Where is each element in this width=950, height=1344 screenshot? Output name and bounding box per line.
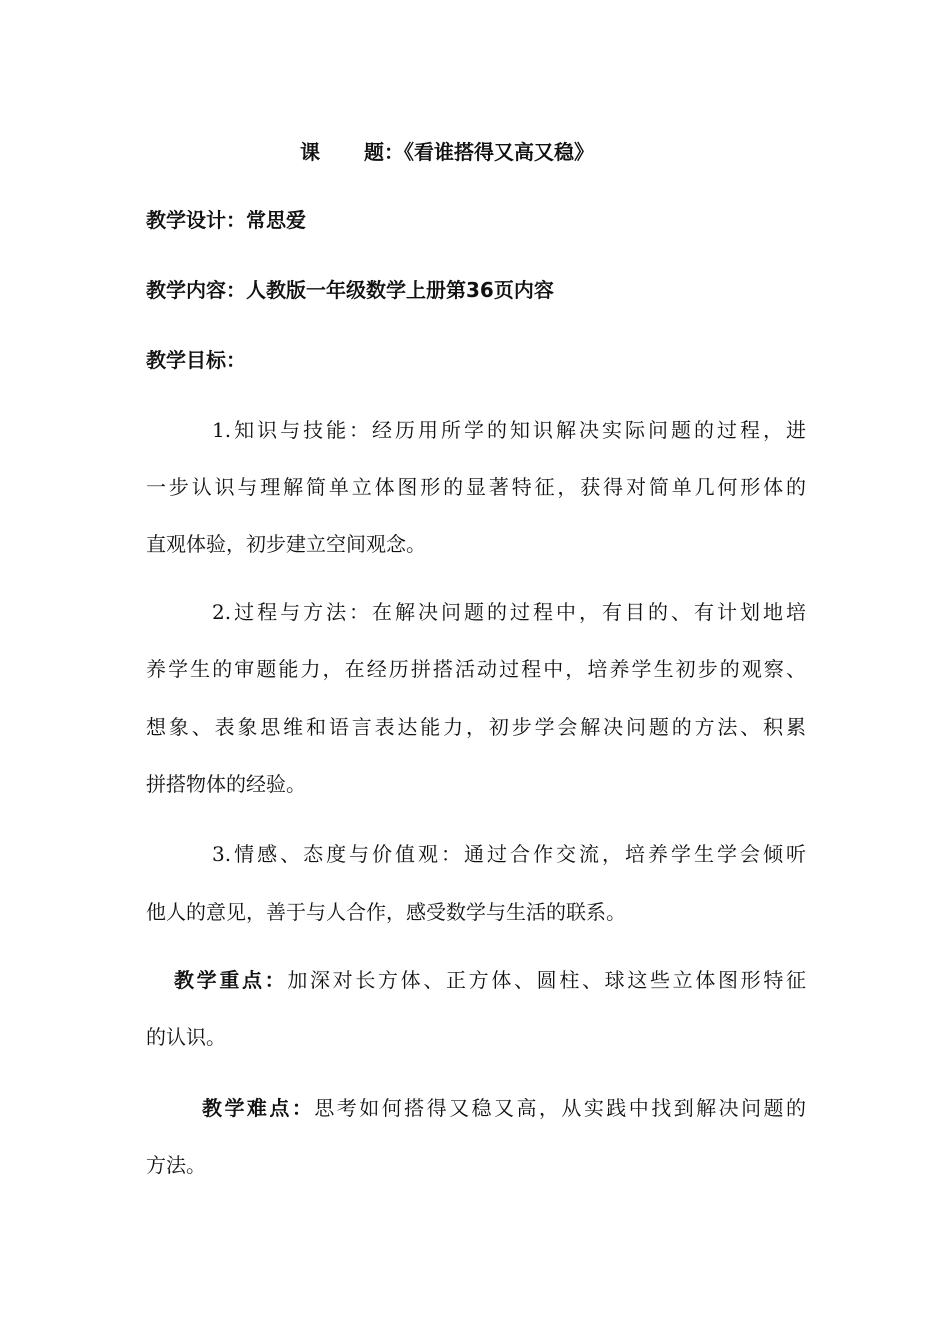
lesson-title bbox=[300, 138, 594, 166]
design-label: 教学设计： bbox=[146, 208, 246, 232]
objective1-line1: 1.知识与技能：经历用所学的知识解决实际问题的过程，进 bbox=[212, 418, 806, 442]
content-value: 人教版一年级数学上册第36页内容 bbox=[246, 278, 554, 302]
content-label: 教学内容： bbox=[146, 278, 246, 302]
objectives-heading: 教学目标： bbox=[146, 348, 246, 372]
objective3-line2: 他人的意见，善于与人合作，感受数学与生活的联系。 bbox=[146, 900, 626, 924]
objective2-line4: 拼搭物体的经验。 bbox=[146, 772, 306, 796]
objective2-line3: 想象、表象思维和语言表达能力，初步学会解决问题的方法、积累 bbox=[146, 715, 806, 739]
objective2-line1: 2.过程与方法：在解决问题的过程中，有目的、有计划地培 bbox=[212, 600, 806, 624]
design-value: 常思爱 bbox=[246, 208, 306, 232]
key-point-label: 教学重点： bbox=[174, 968, 288, 992]
objective2-line2: 养学生的审题能力，在经历拼搭活动过程中，培养学生初步的观察、 bbox=[146, 657, 806, 681]
key-point-line1 bbox=[174, 966, 806, 994]
design-line bbox=[146, 206, 306, 234]
difficulty-label: 教学难点： bbox=[202, 1096, 315, 1120]
title-part1: 课 bbox=[300, 140, 320, 164]
objective3-line1: 3.情感、态度与价值观：通过合作交流，培养学生学会倾听 bbox=[212, 842, 806, 866]
content-line bbox=[146, 276, 554, 304]
key-point-text: 加深对长方体、正方体、圆柱、球这些立体图形特征 bbox=[287, 968, 807, 992]
key-point-line2: 的认识。 bbox=[146, 1025, 226, 1049]
title-part2: 题：《看谁搭得又高又稳》 bbox=[364, 140, 594, 164]
objective1-line3: 直观体验，初步建立空间观念。 bbox=[146, 532, 426, 556]
difficulty-line1 bbox=[202, 1094, 806, 1122]
difficulty-text: 思考如何搭得又稳又高，从实践中找到解决问题的 bbox=[314, 1096, 807, 1120]
objective1-line2: 一步认识与理解简单立体图形的显著特征，获得对简单几何形体的 bbox=[146, 475, 806, 499]
difficulty-line2: 方法。 bbox=[146, 1153, 206, 1177]
